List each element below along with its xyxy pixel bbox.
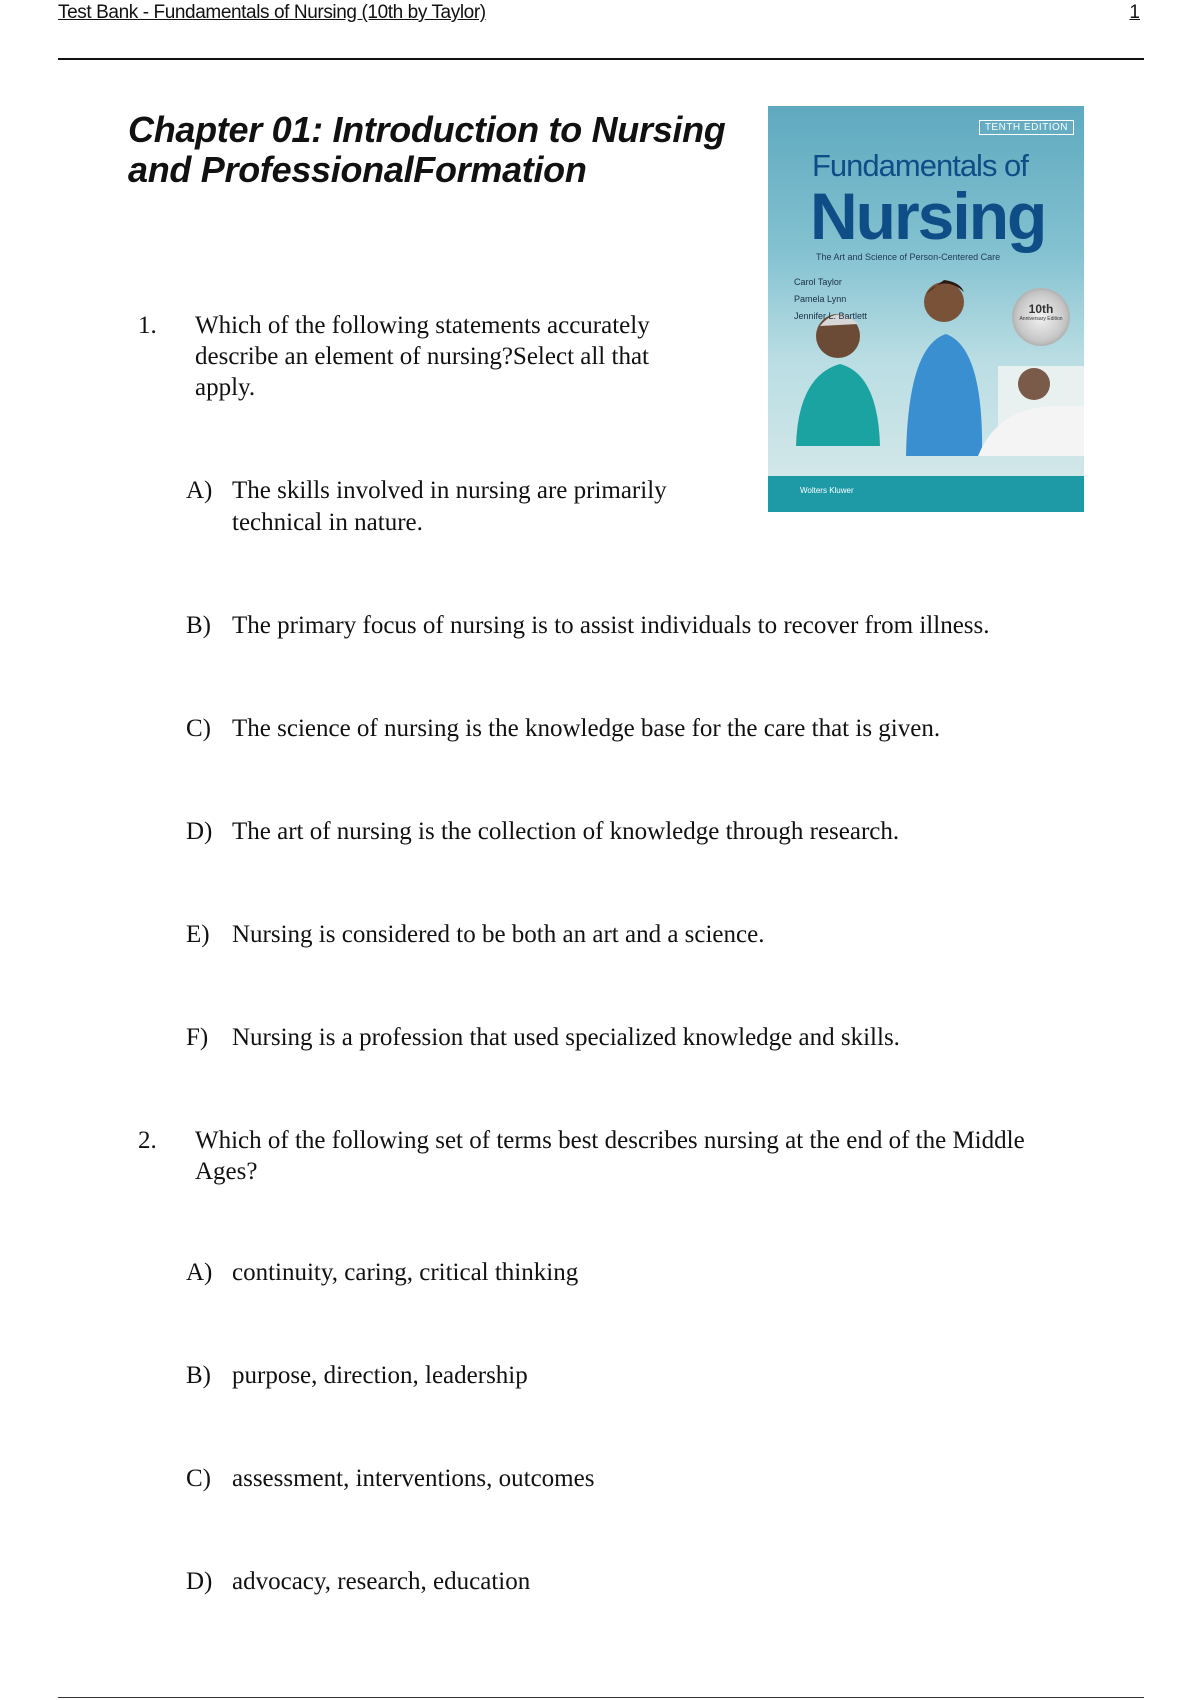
edition-badge: TENTH EDITION xyxy=(979,120,1074,135)
seal-number: 10th xyxy=(1028,302,1054,316)
cover-author: Jennifer L. Bartlett xyxy=(794,311,868,321)
cover-title-line2: Nursing xyxy=(810,179,1046,253)
question-text-line: Ages? xyxy=(195,1158,258,1185)
book-cover-image xyxy=(768,106,1084,512)
footer-rule xyxy=(58,1697,1144,1698)
question-text-line: Which of the following statements accurately xyxy=(195,312,650,339)
option-text: The science of nursing is the knowledge base for the care that is given. xyxy=(232,715,941,742)
option-text: assessment, interventions, outcomes xyxy=(232,1465,595,1492)
question-text-line: describe an element of nursing?Select all that xyxy=(195,343,649,370)
option-letter: D) xyxy=(186,1568,213,1595)
option-letter: B) xyxy=(186,612,211,639)
option-text xyxy=(232,475,667,539)
option-letter: E) xyxy=(186,921,210,948)
chapter-title-line1: Chapter 01: Introduction to Nursing xyxy=(128,109,726,150)
question-number: 1. xyxy=(138,312,157,339)
option-letter: A) xyxy=(186,477,213,504)
option-text-line: The skills involved in nursing are primarily xyxy=(232,477,667,504)
cover-subtitle: The Art and Science of Person-Centered Care xyxy=(816,252,1001,262)
option-text: The art of nursing is the collection of knowledge through research. xyxy=(232,818,900,845)
option-text: Nursing is considered to be both an art and a science. xyxy=(232,921,765,948)
cover-author: Pamela Lynn xyxy=(794,294,847,304)
option-letter: B) xyxy=(186,1362,211,1389)
option-text: continuity, caring, critical thinking xyxy=(232,1259,579,1286)
option-text: The primary focus of nursing is to assist individuals to recover from illness. xyxy=(232,612,990,639)
question-number: 2. xyxy=(138,1127,157,1154)
publisher-logo: Wolters Kluwer xyxy=(800,486,854,495)
page-header xyxy=(58,34,1144,60)
question-text-line: Which of the following set of terms best describes nursing at the end of the Middle xyxy=(195,1127,1025,1154)
anniversary-seal xyxy=(1012,288,1070,346)
seal-text: Anniversary Edition xyxy=(1019,316,1063,322)
option-letter: C) xyxy=(186,715,211,742)
question-text xyxy=(195,310,650,403)
header-title: Test Bank - Fundamentals of Nursing (10th by Taylor) xyxy=(58,2,486,23)
option-letter: D) xyxy=(186,818,213,845)
chapter-title xyxy=(128,110,728,190)
cover-author: Carol Taylor xyxy=(794,277,842,287)
cover-authors xyxy=(794,274,867,325)
option-letter: A) xyxy=(186,1259,213,1286)
question-text xyxy=(195,1125,1025,1187)
option-letter: C) xyxy=(186,1465,211,1492)
cover-title-line1: Fundamentals of xyxy=(812,148,1028,183)
option-text: Nursing is a profession that used specialized knowledge and skills. xyxy=(232,1024,900,1051)
option-text: advocacy, research, education xyxy=(232,1568,531,1595)
option-text: purpose, direction, leadership xyxy=(232,1362,528,1389)
chapter-title-line2: and ProfessionalFormation xyxy=(128,149,587,190)
page-number: 1 xyxy=(1129,2,1140,23)
option-text-line: technical in nature. xyxy=(232,509,423,536)
cover-footer-band xyxy=(768,476,1084,512)
question-text-line: apply. xyxy=(195,374,256,401)
option-letter: F) xyxy=(186,1024,209,1051)
